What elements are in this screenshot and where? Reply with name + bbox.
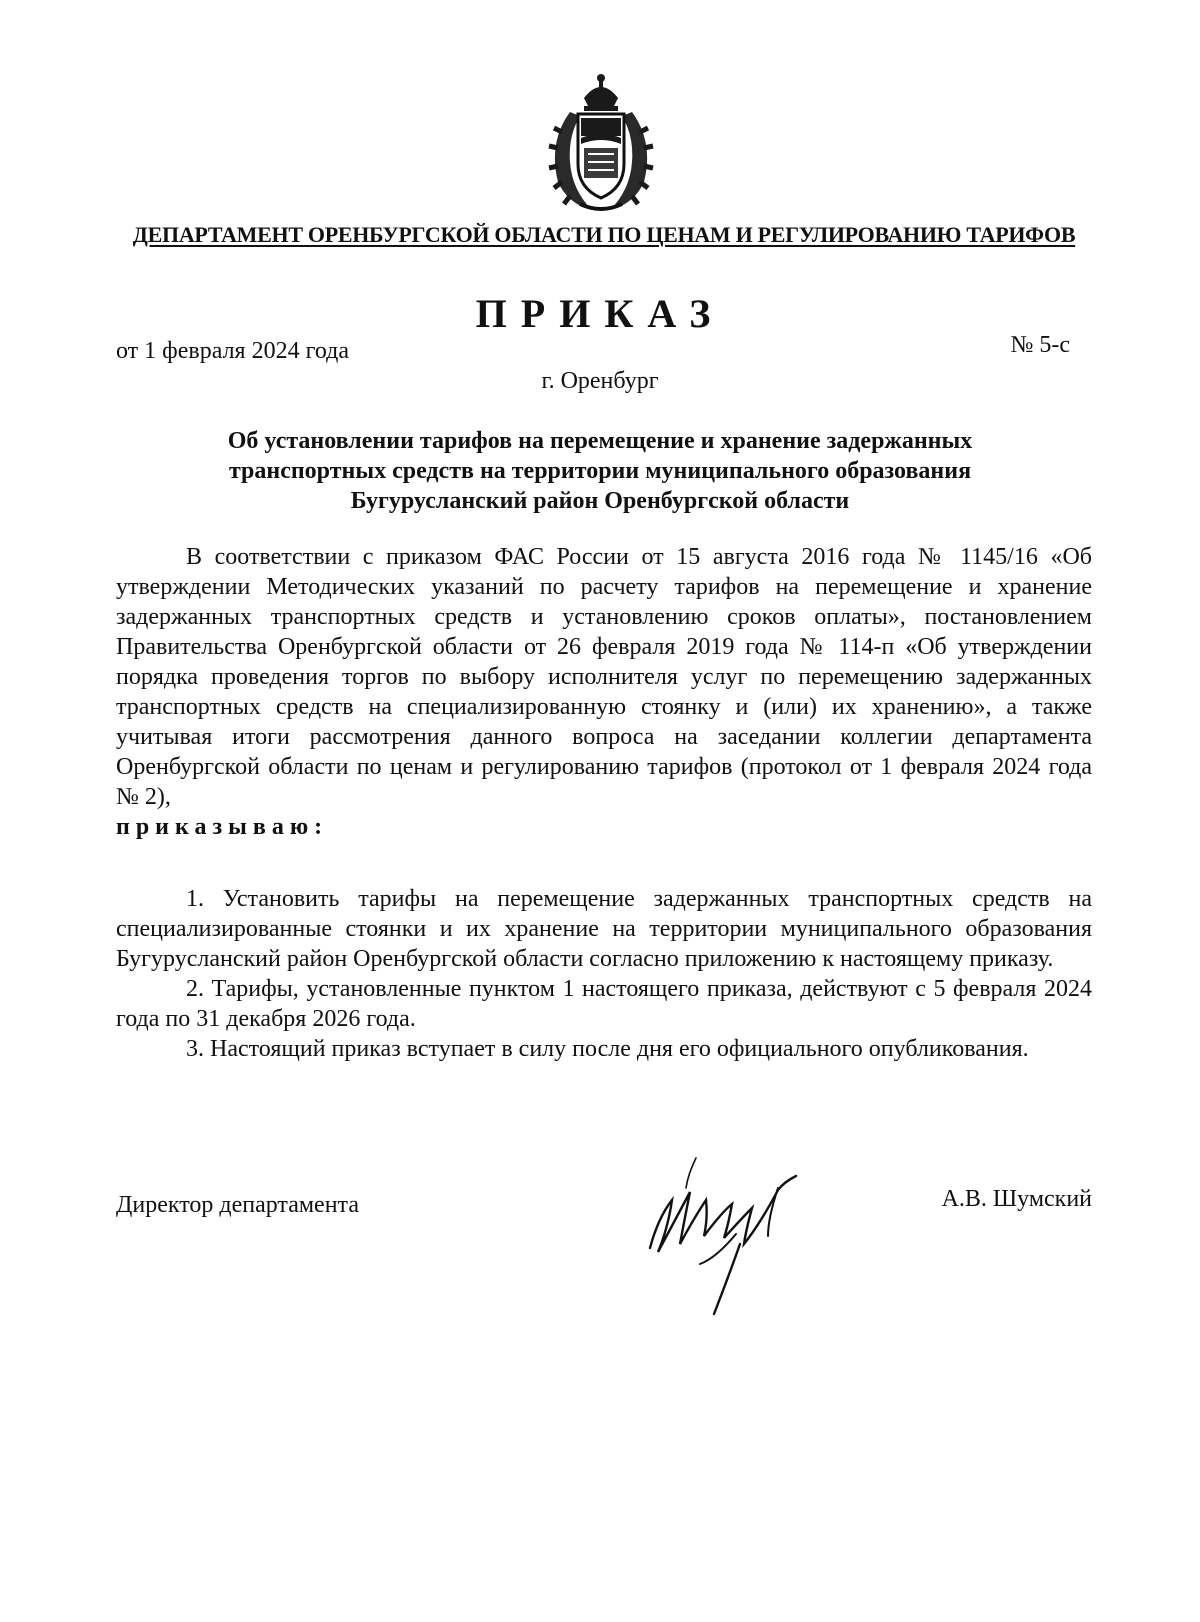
order-number: № 5-с [1010,332,1070,358]
order-city: г. Оренбург [541,368,659,394]
order-item-1: 1. Установить тарифы на перемещение задержанных транспортных средств на специализированные стоянки и их хранение на территории муниципального образования Бугурусланский район Оренбургской области согласно приложению к настоящему приказу. [116,886,1092,972]
signatory-title: Директор департамента [116,1192,359,1218]
order-subject: Об установлении тарифов на перемещение и хранение задержанных транспортных средств на территории муниципального образования Бугурусланский район Оренбургской области [227,428,973,514]
preamble [116,542,1092,842]
coat-of-arms-icon [540,72,662,214]
preamble-paragraph: В соответствии с приказом ФАС России от 15 августа 2016 года № 1145/16 «Об утверждении Методических указаний по расчету тарифов на перемещение и хранение задержанных транспортных средств и установлению сроков оплаты», постановлением Правительства Оренбургской области от 26 февраля 2019 года № 114-п «Об утверждении порядка проведения торгов по выбору исполнителя услуг по перемещению задержанных транспортных средств на специализированную стоянку и (или) их хранению», а также учитывая итоги рассмотрения данного вопроса на заседании коллегии департамента Оренбургской области по ценам и регулированию тарифов (протокол от 1 февраля 2024 года № 2), [116,544,1092,810]
document-type-title: ПРИКАЗ [475,291,725,336]
order-items [116,884,1092,1064]
order-date: от 1 февраля 2024 года [116,338,350,364]
handwritten-signature [628,1148,818,1320]
department-name: ДЕПАРТАМЕНТ ОРЕНБУРГСКОЙ ОБЛАСТИ ПО ЦЕНАМ И РЕГУЛИРОВАНИЮ ТАРИФОВ [132,222,1076,247]
decree-word: приказываю: [116,814,329,840]
order-item-2: 2. Тарифы, установленные пунктом 1 настоящего приказа, действуют с 5 февраля 2024 года по 31 декабря 2026 года. [116,976,1092,1032]
order-item-3: 3. Настоящий приказ вступает в силу после дня его официального опубликования. [186,1036,1029,1062]
signatory-name: А.В. Шумский [941,1186,1092,1212]
